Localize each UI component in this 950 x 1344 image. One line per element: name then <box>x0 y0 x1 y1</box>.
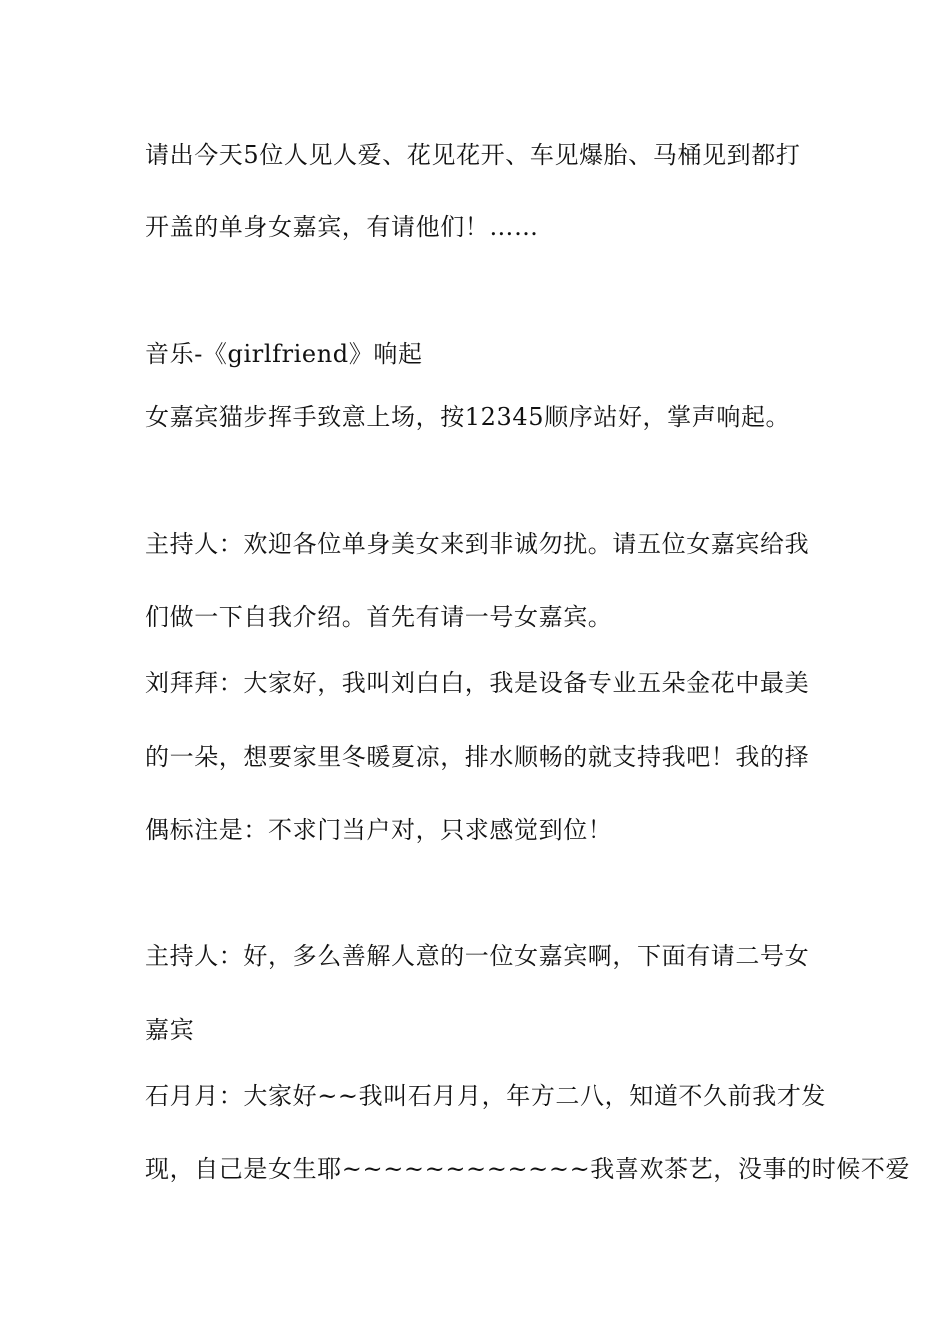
text-line: 请出今天5位人见人爱、花见花开、车见爆胎、马桶见到都打 <box>145 141 801 169</box>
text-line: 刘拜拜：大家好，我叫刘白白，我是设备专业五朵金花中最美 <box>145 669 810 697</box>
text-line: 的一朵，想要家里冬暖夏凉，排水顺畅的就支持我吧！我的择 <box>145 743 810 771</box>
text-line: 女嘉宾猫步挥手致意上场，按12345顺序站好，掌声响起。 <box>145 403 791 431</box>
text-line: 主持人：欢迎各位单身美女来到非诚勿扰。请五位女嘉宾给我 <box>145 530 810 558</box>
text-line: 偶标注是：不求门当户对，只求感觉到位！ <box>145 816 613 844</box>
text-line: 们做一下自我介绍。首先有请一号女嘉宾。 <box>145 603 613 631</box>
text-line: 现，自己是女生耶~~~~~~~~~~~~我喜欢茶艺，没事的时候不爱 <box>145 1155 911 1183</box>
text-line: 石月月：大家好~~我叫石月月，年方二八，知道不久前我才发 <box>145 1082 827 1110</box>
text-line: 音乐-《girlfriend》响起 <box>145 340 423 368</box>
text-line: 嘉宾 <box>145 1016 195 1044</box>
text-line: 主持人：好，多么善解人意的一位女嘉宾啊，下面有请二号女 <box>145 942 810 970</box>
text-line: 开盖的单身女嘉宾，有请他们！…… <box>145 213 539 241</box>
